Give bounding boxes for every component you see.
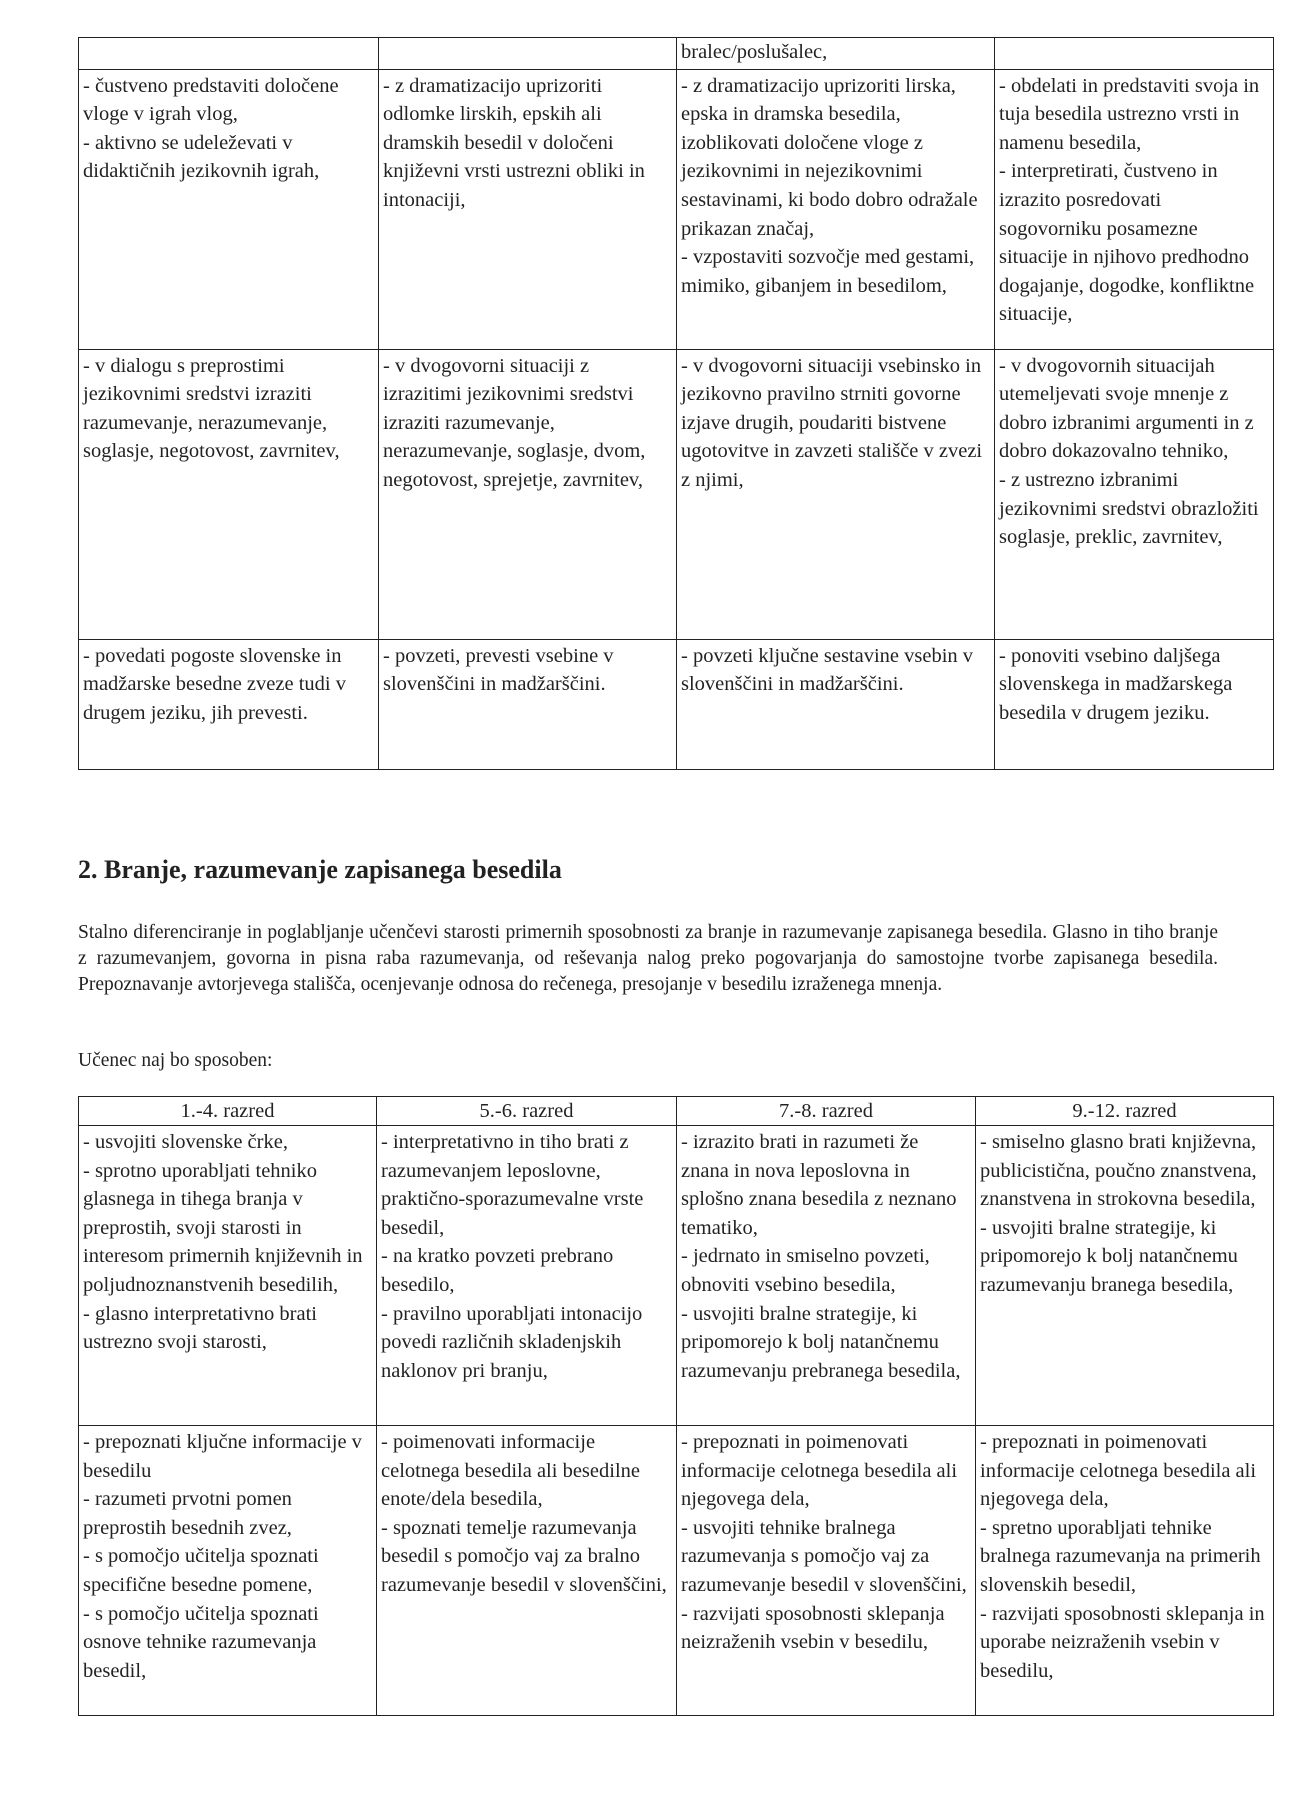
table-cell (677, 639, 995, 769)
competency-table-speaking (78, 37, 1274, 770)
cell-text: - interpretirati, čustveno in izrazito posredovati sogovorniku posamezne situacije in njihovo predhodno dogajanje, dogodke, konfliktne situacije, (999, 160, 1255, 326)
section-intro: Stalno diferenciranje in poglabljanje učenčevi starosti primernih sposobnosti za branje in razumevanje zapisanega besedila. Glasno in tiho branje z razumevanjem, govorna in pisna raba razumevanja, od reševanja nalog preko pogovarjanja do samostojne tvorbe zapisanega besedila. Prepoznavanje avtorjevega stališča, ocenjevanje odnosa do rečenega, presojanje v besedilu izraženega mnenja. (78, 922, 1218, 995)
cell-text: - spretno uporabljati tehnike bralnega razumevanja na primerih slovenskih besedil, (980, 1516, 1261, 1596)
cell-text: - z dramatizacijo uprizoriti odlomke lirskih, epskih ali dramskih besedil v določeni književni vrsti ustrezni obliki in intonaciji, (383, 74, 645, 211)
cell-text: - poimenovati informacije celotnega besedila ali besedilne enote/dela besedila, (381, 1431, 640, 1511)
table-cell (677, 1126, 976, 1426)
table-row (79, 69, 1274, 349)
table-cell (79, 38, 379, 70)
cell-text: - razvijati sposobnosti sklepanja neizraženih vsebin v besedilu, (681, 1602, 945, 1654)
cell-text: - v dvogovornih situacijah utemeljevati svoje mnenje z dobro izbranimi argumenti in z dobro dokazovalno tehniko, (999, 354, 1254, 463)
cell-text: - usvojiti bralne strategije, ki pripomorejo k bolj natančnemu razumevanju branega besedila, (980, 1216, 1238, 1296)
cell-text: - s pomočjo učitelja spoznati specifične besedne pomene, (83, 1545, 319, 1596)
grade-header: 5.-6. razred (377, 1097, 677, 1126)
table-cell (79, 1126, 377, 1426)
table-cell (379, 69, 677, 349)
table-cell (377, 1426, 677, 1716)
table-cell (379, 349, 677, 639)
cell-text: - obdelati in predstaviti svoja in tuja besedila ustrezno vrsti in namenu besedila, (999, 74, 1260, 154)
cell-text: - razvijati sposobnosti sklepanja in uporabe neizraženih vsebin v besedilu, (980, 1602, 1265, 1682)
table-cell (995, 69, 1274, 349)
cell-text: - sprotno uporabljati tehniko glasnega in tihega branja v preprostih, svoji starosti in interesom primernih književnih in poljudnoznanstvenih besedilih, (83, 1159, 363, 1296)
cell-text: - razumeti prvotni pomen preprostih besednih zvez, (83, 1488, 292, 1539)
table-cell (976, 1426, 1274, 1716)
cell-text: - usvojiti slovenske črke, (83, 1131, 288, 1153)
cell-text: - vzpostaviti sozvočje med gestami, mimiko, gibanjem in besedilom, (681, 246, 975, 297)
table-cell (79, 639, 379, 769)
cell-text: - s pomočjo učitelja spoznati osnove tehnike razumevanja besedil, (83, 1602, 319, 1682)
cell-text: - z ustrezno izbranimi jezikovnimi sredstvi obrazložiti soglasje, preklic, zavrnitev, (999, 468, 1259, 549)
cell-text: - na kratko povzeti prebrano besedilo, (381, 1245, 614, 1296)
cell-text: - smiselno glasno brati književna, publicistična, poučno znanstvena, znanstvena in strokovna besedila, (980, 1131, 1257, 1211)
table-cell (379, 38, 677, 70)
cell-text: - prepoznati ključne informacije v besedilu (83, 1431, 362, 1482)
cell-text: - izrazito brati in razumeti že znana in nova leposlovna in splošno znana besedila z neznano tematiko, (681, 1131, 957, 1239)
cell-text: - pravilno uporabljati intonacijo povedi različnih skladenjskih naklonov pri branju, (381, 1302, 643, 1382)
table-cell (995, 38, 1274, 70)
cell-text: bralec/poslušalec, (681, 41, 828, 63)
table-cell (379, 639, 677, 769)
table-cell (377, 1126, 677, 1426)
grade-header: 9.-12. razred (976, 1097, 1274, 1126)
cell-text: - aktivno se udeleževati v didaktičnih jezikovnih igrah, (83, 131, 320, 183)
grade-header: 7.-8. razred (677, 1097, 976, 1126)
table-cell (79, 349, 379, 639)
competency-table-reading (78, 1096, 1274, 1716)
cell-text: - interpretativno in tiho brati z razumevanjem leposlovne, praktično-sporazumevalne vrste besedil, (381, 1131, 644, 1239)
table-row (79, 1426, 1274, 1716)
cell-text: - povzeti, prevesti vsebine v slovenščini in madžarščini. (383, 644, 614, 696)
grade-header: 1.-4. razred (79, 1097, 377, 1126)
cell-text: - glasno interpretativno brati ustrezno svoji starosti, (83, 1302, 317, 1354)
cell-text: - usvojiti tehnike bralnega razumevanja s pomočjo vaj za razumevanje besedil v slovenščini, (681, 1516, 967, 1596)
cell-text: - spoznati temelje razumevanja besedil s pomočjo vaj za bralno razumevanje besedil v slovenščini, (381, 1516, 667, 1596)
cell-text: - prepoznati in poimenovati informacije celotnega besedila ali njegovega dela, (681, 1431, 958, 1511)
table-cell (995, 349, 1274, 639)
table-row (79, 639, 1274, 769)
cell-text: - v dialogu s preprostimi jezikovnimi sredstvi izraziti razumevanje, nerazumevanje, soglasje, negotovost, zavrnitev, (83, 354, 340, 463)
table-cell (995, 639, 1274, 769)
grade-header-row (79, 1097, 1274, 1126)
table-row (79, 1126, 1274, 1426)
cell-text: - jedrnato in smiselno povzeti, obnoviti vsebino besedila, (681, 1245, 930, 1296)
cell-text: - povzeti ključne sestavine vsebin v slovenščini in madžarščini. (681, 644, 974, 696)
cell-text: - prepoznati in poimenovati informacije celotnega besedila ali njegovega dela, (980, 1431, 1257, 1511)
table-cell (976, 1126, 1274, 1426)
table-cell (677, 349, 995, 639)
table-cell (677, 38, 995, 70)
table-cell (79, 69, 379, 349)
cell-text: - z dramatizacijo uprizoriti lirska, epska in dramska besedila, izoblikovati določene vloge z jezikovnimi in nejezikovnimi sestavinami, ki bodo dobro odražale prikazan značaj, (681, 74, 978, 240)
cell-text: - v dvogovorni situaciji vsebinsko in jezikovno pravilno strniti govorne izjave drugih, poudariti bistvene ugotovitve in zavzeti stališče v zvezi z njimi, (681, 354, 983, 491)
section-heading: 2. Branje, razumevanje zapisanega besedila (78, 855, 562, 884)
table-cell (79, 1426, 377, 1716)
cell-text: - ponoviti vsebino daljšega slovenskega in madžarskega besedila v drugem jeziku. (999, 644, 1233, 724)
cell-text: - čustveno predstaviti določene vloge v igrah vlog, (83, 74, 339, 126)
capability-label: Učenec naj bo sposoben: (78, 1050, 273, 1071)
cell-text: - povedati pogoste slovenske in madžarske besedne zveze tudi v drugem jeziku, jih prevesti. (83, 644, 346, 724)
table-row (79, 349, 1274, 639)
cell-text: - usvojiti bralne strategije, ki pripomorejo k bolj natančnemu razumevanju prebranega besedila, (681, 1302, 961, 1382)
table-cell (677, 69, 995, 349)
table-row (79, 38, 1274, 70)
table-cell (677, 1426, 976, 1716)
cell-text: - v dvogovorni situaciji z izrazitimi jezikovnimi sredstvi izraziti razumevanje, nerazumevanje, soglasje, dvom, negotovost, sprejetje, zavrnitev, (383, 354, 646, 491)
